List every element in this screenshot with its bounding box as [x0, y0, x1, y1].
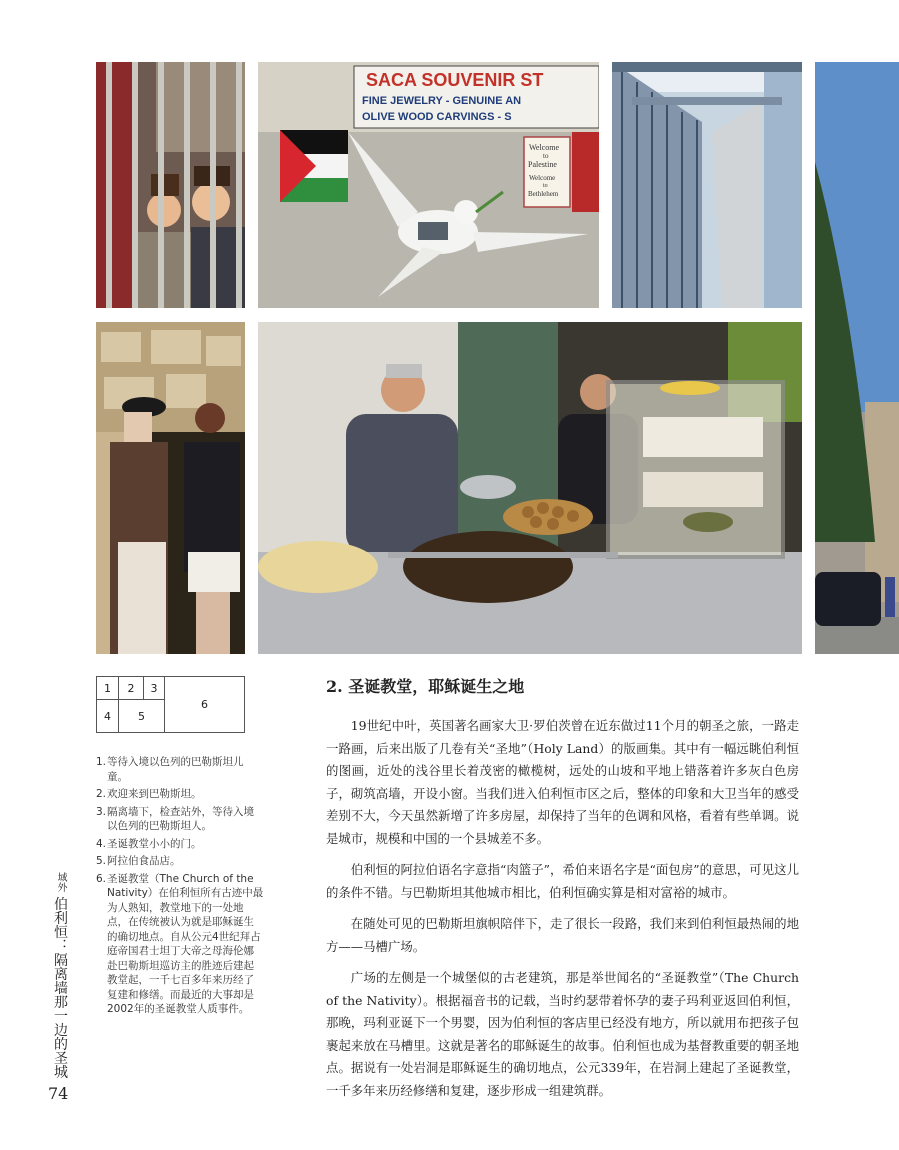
article-heading: 2. 圣诞教堂，耶稣诞生之地: [326, 677, 525, 696]
article-paragraph: 伯利恒的阿拉伯语名字意指“肉篮子”，希伯来语名字是“面包房”的意思，可见这儿的条件不错。与巴勒斯坦其他城市相比，伯利恒确实算是相对富裕的城市。: [326, 862, 799, 900]
caption-item: [96, 872, 264, 1017]
key-cell-6: 6: [164, 676, 245, 733]
photo-arabic-food-shop: [258, 322, 802, 654]
poster-line-3: Palestine: [528, 160, 557, 169]
sign-line-3: OLIVE WOOD CARVINGS - S: [362, 111, 512, 123]
caption-item: [96, 755, 264, 784]
article-body: [326, 674, 799, 1111]
sign-line-2: FINE JEWELRY - GENUINE AN: [362, 95, 522, 107]
caption-number: 6.: [96, 872, 107, 885]
caption-item: [96, 854, 264, 869]
caption-text: 圣诞教堂（The Church of the Nativity）在伯利恒所有古迹中最为人熟知，教堂地下的一处地点，在传统被认为就是耶稣诞生的确切地点。自从公元4世纪拜占庭帝国君士坦丁大帝之母海伦娜赴巴勒斯坦巡访主的胜迹后建起教堂起，一千七百多年来历经了复建和修缮。而最近的大事却是2002年的圣诞教堂人质事件。: [107, 872, 264, 1015]
key-cell-2: 2: [118, 676, 144, 700]
poster-line-4: Welcome: [529, 174, 556, 182]
caption-item: [96, 787, 264, 802]
key-cell-1: 1: [96, 676, 119, 700]
photo-checkpoint-corridor: [612, 62, 802, 308]
caption-text: 阿拉伯食品店。: [107, 855, 181, 867]
caption-number: 3.: [96, 805, 107, 818]
page-number: 74: [48, 1084, 69, 1103]
article-paragraph: 19世纪中叶，英国著名画家大卫·罗伯茨曾在近东做过11个月的朝圣之旅，一路走一路画，后来出版了几卷有关“圣地”（Holy Land）的版画集。其中有一幅远眺伯利恒的图画，近处的浅谷里长着茂密的橄榄树，远处的山坡和平地上错落着许多灰白色房子，砌筑高墙，开设小窗。当我们进入伯利恒市区之后，整体的印象和大卫当年的感受差别不大，今天虽然新增了许多房屋，却保持了当年的色调和风格，看着有些单调。说是城市，规模和中国的一个县城差不多。: [326, 718, 799, 846]
poster-line-5: to: [543, 183, 548, 189]
key-cell-3: 3: [143, 676, 165, 700]
section-running-title: [52, 872, 68, 1078]
section-label: 域外: [55, 872, 66, 892]
photo-captions: [96, 755, 264, 1020]
caption-text: 等待入境以色列的巴勒斯坦儿童。: [107, 756, 244, 783]
caption-number: 1.: [96, 756, 107, 768]
caption-number: 2.: [96, 788, 107, 800]
section-title: 伯利恒：隔离墙那一边的圣城: [52, 896, 68, 1079]
photo-church-nativity-square: [815, 62, 899, 654]
key-cell-5: 5: [118, 699, 165, 733]
sign-line-1: SACA SOUVENIR ST: [366, 70, 544, 90]
caption-text: 欢迎来到巴勒斯坦。: [107, 788, 202, 800]
palestinian-flag-icon: [280, 130, 348, 202]
photo-children-behind-bars: [96, 62, 245, 308]
caption-text: 圣诞教堂小小的门。: [107, 837, 202, 850]
key-cell-4: 4: [96, 699, 119, 733]
poster-line-1: Welcome: [529, 143, 560, 152]
poster-line-6: Bethlehem: [528, 190, 559, 198]
article-paragraph: 在随处可见的巴勒斯坦旗帜陪伴下，走了很长一段路，我们来到伯利恒最热闹的地方——马槽广场。: [326, 916, 799, 954]
caption-item: [96, 805, 264, 834]
article-paragraph: 广场的左侧是一个城堡似的古老建筑，那是举世闻名的“圣诞教堂”（The Church of the Nativity）。根据福音书的记载，当时约瑟带着怀孕的妻子玛利亚返回伯利恒，那晚，玛利亚诞下一个男婴，因为伯利恒的客店里已经没有地方，所以就用布把孩子包裹起来放在马槽里。这就是著名的耶稣诞生的故事。伯利恒也成为基督教重要的朝圣地点。据说有一处岩洞是耶稣诞生的确切地点，公元339年，在岩洞上建起了圣诞教堂，一千多年来历经修缮和复建，逐步形成一组建筑群。: [326, 970, 799, 1098]
caption-number: 5.: [96, 855, 107, 867]
photo-church-small-door: [96, 322, 245, 654]
caption-text: 隔离墙下，检查站外，等待入境以色列的巴勒斯坦人。: [107, 805, 254, 832]
photo-welcome-wall: [258, 62, 599, 308]
caption-number: 4.: [96, 837, 107, 850]
poster-line-2: to: [543, 152, 549, 160]
photo-layout-key: [96, 676, 245, 733]
caption-item: [96, 837, 264, 852]
